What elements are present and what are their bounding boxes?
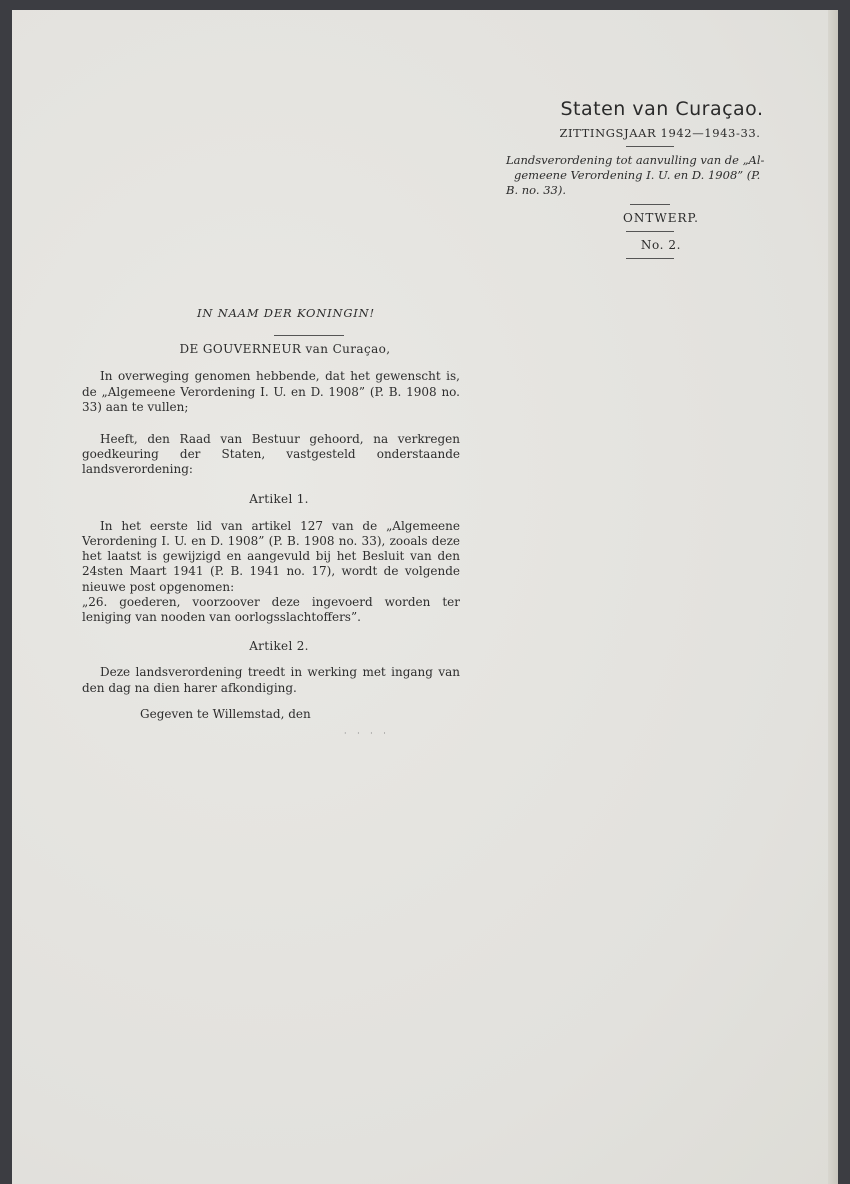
document-number: No. 2. bbox=[640, 238, 682, 252]
subject-line: Landsverordening tot aanvulling van de „Al- bbox=[506, 153, 765, 167]
document-body bbox=[82, 306, 460, 741]
session-year: ZITTINGSJAAR 1942—1943-33. bbox=[559, 126, 761, 140]
governor-line: DE GOUVERNEUR van Curaçao, bbox=[179, 342, 391, 357]
invocation: IN NAAM DER KONINGIN! bbox=[197, 306, 375, 320]
article-1-heading: Artikel 1. bbox=[249, 491, 309, 506]
header-title: Staten van Curaçao. bbox=[560, 98, 764, 120]
page-edge bbox=[828, 10, 838, 1184]
document-header bbox=[500, 98, 800, 265]
signature-dots: · · · · bbox=[344, 729, 390, 739]
divider bbox=[630, 204, 670, 205]
divider bbox=[626, 146, 674, 147]
given-at: Gegeven te Willemstad, den bbox=[140, 706, 311, 721]
enactment: Heeft, den Raad van Bestuur gehoord, na verkregen goedkeuring der Staten, vastgesteld onderstaande landsverordening: bbox=[82, 432, 460, 477]
divider bbox=[626, 231, 674, 232]
document-page bbox=[12, 10, 838, 1184]
divider bbox=[274, 335, 344, 336]
divider bbox=[626, 258, 674, 259]
article-1-text: In het eerste lid van artikel 127 van de „Algemeene Verordening I. U. en D. 1908” (P. B. 1908 no. 33), zooals deze het laatst is gewijzigd en aangevuld bij het Besluit van den 24sten Maart 1941 (P. B. 1941 no. 17), wordt de volgende nieuwe post opgenomen: bbox=[82, 518, 460, 594]
subject bbox=[506, 153, 796, 198]
subject-line: B. no. 33). bbox=[506, 183, 566, 197]
draft-label: ONTWERP. bbox=[623, 211, 699, 225]
article-1-item: „26. goederen, voorzoover deze ingevoerd worden ter leniging van nooden van oorlogsslachtoffers”. bbox=[82, 594, 460, 625]
subject-line: gemeene Verordening I. U. en D. 1908” (P. bbox=[514, 168, 761, 182]
article-2-heading: Artikel 2. bbox=[249, 639, 309, 654]
preamble: In overweging genomen hebbende, dat het gewenscht is, de „Algemeene Verordening I. U. en D. 1908” (P. B. 1908 no. 33) aan te vullen; bbox=[82, 369, 460, 414]
article-2-text: Deze landsverordening treedt in werking met ingang van den dag na dien harer afkondiging. bbox=[82, 665, 460, 695]
